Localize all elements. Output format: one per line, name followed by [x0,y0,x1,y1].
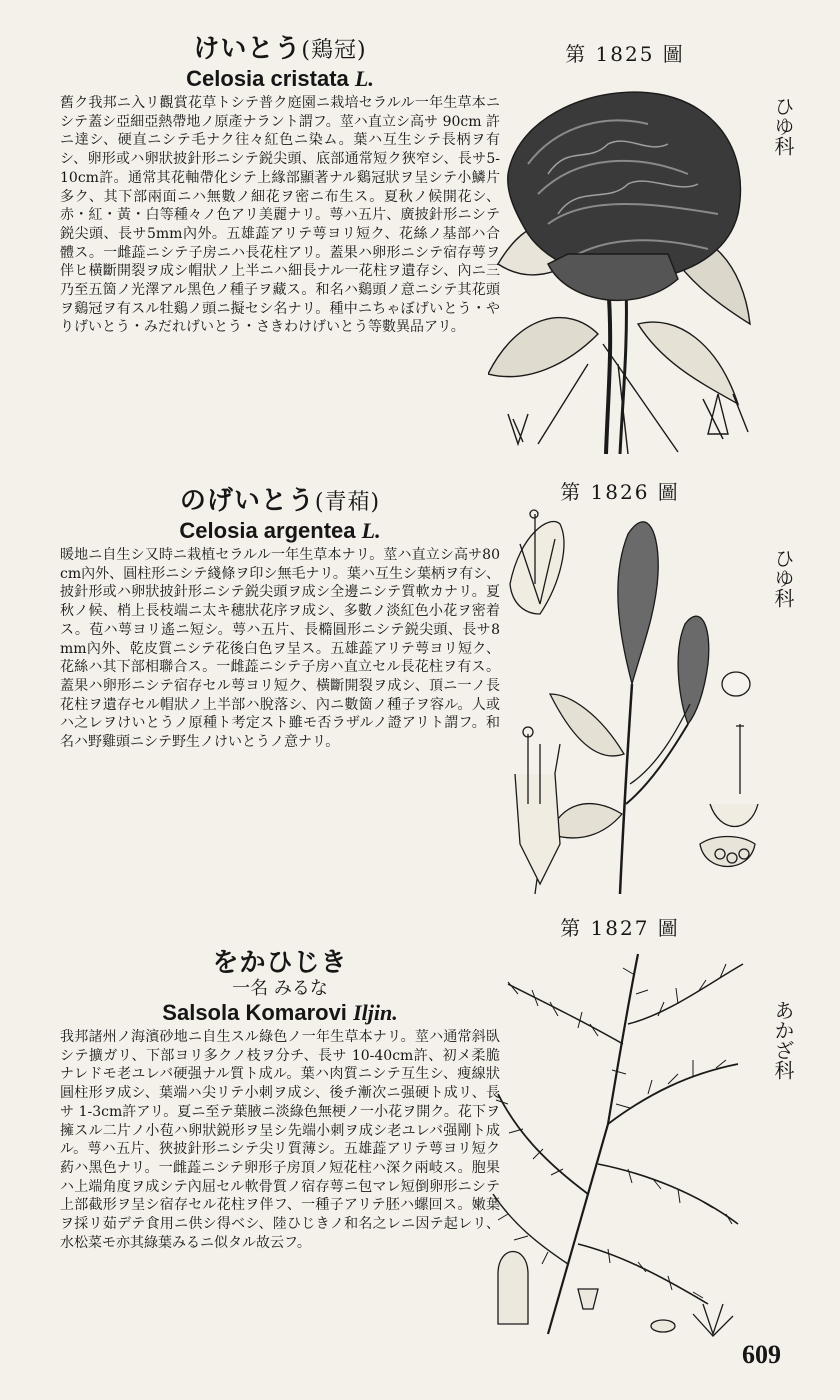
latin-author: L. [361,518,381,543]
description-text: 暖地ニ自生シ又時ニ栽植セラルル一年生草本ナリ。莖ハ直立シ高サ80cm內外、圓柱形ニシテ綫條ヲ印シ無毛ナリ。葉ハ互生シ葉柄ヲ有シ、披針形或ハ卵狀披針形ニシテ鋭尖頭ヲ成シ全邊ニシテ質軟カナリ。夏秋ノ候、梢上長枝端ニ太キ穗狀花序ヲ成シ、多數ノ淡紅色小花ヲ密着ス。苞ハ萼ヨリ遙ニ短シ。萼ハ五片、長橢圓形ニシテ鋭尖頭、長サ8mm內外、乾皮質ニシテ花後白色ヲ呈ス。五雄蕋アリテ萼ヨリ短ク、花絲ハ其下部相聯合ス。一雌蕋ニシテ子房ハ直立セル長花柱ヲ有ス。蓋果ハ卵形ニシテ宿存セル萼ヨリ短ク、橫斷開裂ヲ成シ、頂ニ一ノ長花柱ヲ遺存セル帽狀ノ上半部ハ脫落シ、內ニ數箇ノ種子ヲ容ル。人或ハ之レヲけいとうノ原種ト考定スト雖モ否ラザルノ證アリト謂フ。和名ハ野雞頭ニシテ野生ノけいとうノ意ナリ。 [60,547,500,751]
alternate-name: 一名 みるな [232,978,328,999]
family-label-1825: ひゆ科 [771,96,795,156]
celosia-argentea-illustration [500,504,770,904]
latin-author: Iljin. [353,1000,398,1025]
figure-label-1825: 第 1825 圖 [565,42,685,66]
latin-name [60,1000,500,1026]
figure-label-1827: 第 1827 圖 [560,916,680,940]
entry-salsola-komarovi [60,948,500,1252]
latin-author: L. [354,66,374,91]
entry-title [60,948,500,978]
title-kanji: (青葙) [314,490,381,515]
latin-genus-species: Salsola Komarovi [162,1000,347,1025]
entry-celosia-argentea [60,486,500,752]
entry-title [60,34,500,66]
title-kana: のげいとう [179,486,315,516]
figure-label-1826: 第 1826 圖 [560,480,680,504]
title-kana: をかひじき [212,948,348,978]
page-number: 609 [742,1340,781,1369]
description-text: 我邦諸州ノ海濱砂地ニ自生スル綠色ノ一年生草本ナリ。莖ハ通常斜臥シテ擴ガリ、下部ヨリ多クノ枝ヲ分チ、長サ 10-40cm許、初メ柔脆ナレドモ老ユレバ硬强ナル質ト成ル。葉ハ肉質ニシテ互生シ、痩線狀圓柱形ヲ成シ、葉端ハ尖リテ小刺ヲ成シ、後チ漸次ニ强硬ト成リ、長サ 1-3cm許アリ。夏ニ至テ葉腋ニ淡綠色無梗ノ一小花ヲ開ク。花下ヲ擁スル二片ノ小苞ハ卵狀鋭形ヲ呈シ先端小刺ヲ成シ老ユレバ强剛ト成ル。萼ハ五片、狹披針形ニシテ尖リ質薄シ。五雄蕋アリテ萼ヨリ短ク葯ハ黑色ナリ。一雌蕋ニシテ卵形子房頂ノ短花柱ハ深ク兩岐ス。胞果ハ上端角度ヲ成シテ內屈セル軟骨質ノ宿存萼ニ包マレ短倒卵形ニシテ上部截形ヲ呈シ宿存セル花柱ヲ伴フ、一種子アリテ胚ハ螺回ス。嫩葉ヲ採リ茹デテ食用ニ供シ得ベシ、陸ひじきノ和名之レニ因テ起レリ、水松菜モ亦其綠葉みるニ似タル故云フ。 [60,1029,500,1251]
description-text: 舊ク我邦ニ入リ觀賞花草トシテ普ク庭園ニ栽培セラルル一年生草本ニシテ蓋シ亞細亞熱帶地ノ原產ナラント謂フ。莖ハ直立シ高サ 90cm 許ニ達シ、硬直ニシテ毛ナク往々紅色ニ染ム。葉ハ互生シテ長柄ヲ有シ、卵形或ハ卵狀披針形ニシテ鋭尖頭、底部通常短ク狹窄シ、長サ5-10cm許。通常其花軸帶化シテ上緣部顯著ナル鷄冠狀ヲ呈シテ小鱗片多ク、其下部兩面ニハ無數ノ細花ヲ密ニ布生ス。夏秋ノ候開花シ、赤・紅・黃・白等種々ノ色アリ美麗ナリ。萼ハ五片、廣披針形ニシテ鋭尖頭、長サ5mm內外。五雄蕋アリテ萼ヨリ短ク、花絲ノ基部ハ合體ス。一雌蕋ニシテ子房ニハ長花柱アリ。蓋果ハ卵形ニシテ宿存萼ヲ伴ヒ橫斷開裂ヲ成シ帽狀ノ上半ニハ細長ナル一花柱ヲ遺存シ、內ニ三乃至五箇ノ光澤アル黑色ノ種子ヲ藏ス。和名ハ鷄頭ノ意ニシテ其花頭ヲ鷄冠ヲ有スル牡鷄ノ頭ニ擬セシ名ナリ。種中ニちゃぼげいとう・やりげいとう・みだれげいとう・さきわけげいとう等數異品アリ。 [60,95,500,336]
title-kanji: (鶏冠) [301,38,367,63]
family-label-1826: ひゆ科 [771,548,795,608]
entry-celosia-cristata [60,34,500,337]
entry-title [60,486,500,518]
latin-name [60,518,500,544]
salsola-illustration [488,944,758,1344]
latin-name [60,66,500,92]
latin-genus-species: Celosia cristata [186,66,349,91]
title-kana: けいとう [193,34,302,64]
latin-genus-species: Celosia argentea [179,518,356,543]
family-label-1827: あかざ科 [771,1000,795,1080]
cockscomb-illustration [488,64,758,454]
